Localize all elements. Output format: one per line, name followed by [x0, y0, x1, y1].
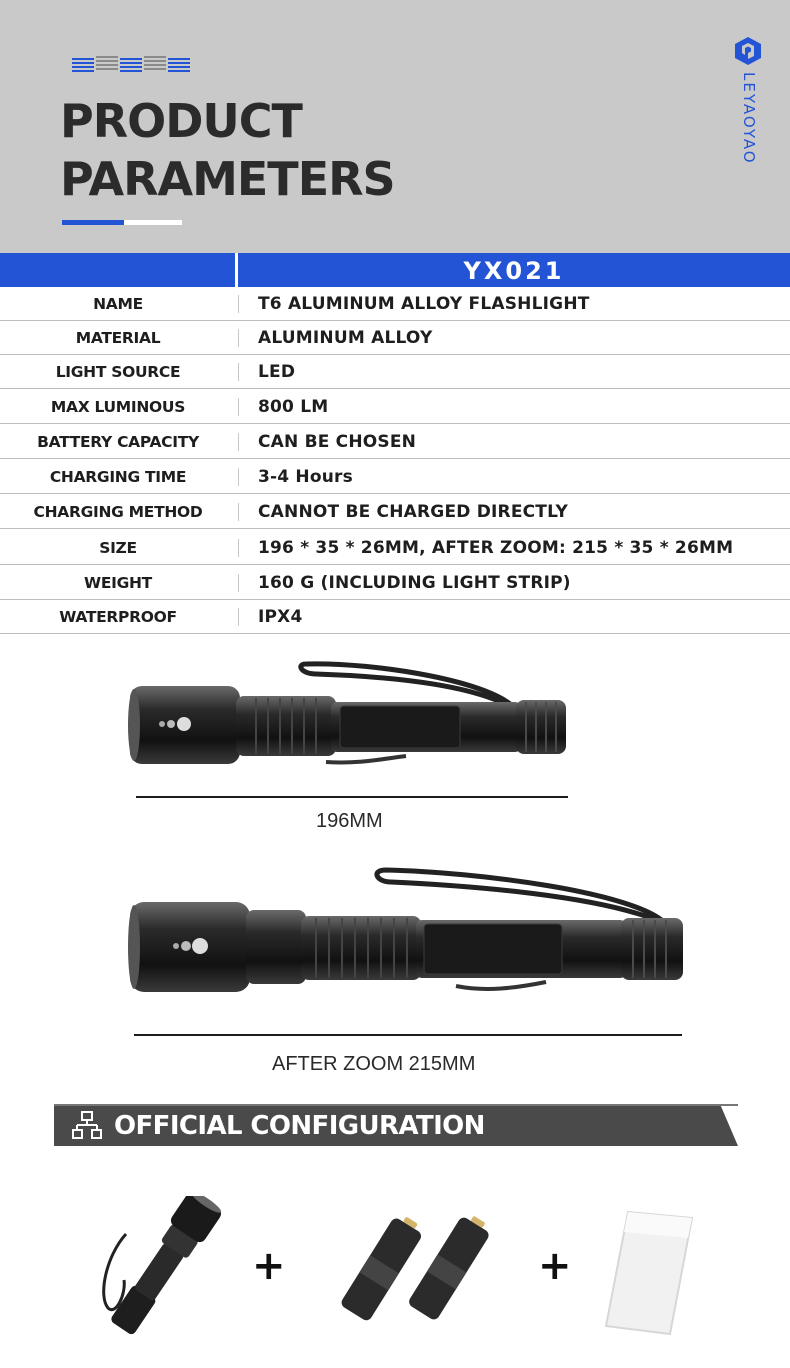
flashlight-image-long — [126, 862, 688, 1002]
spec-label: BATTERY CAPACITY — [37, 433, 199, 451]
spec-separator — [238, 363, 239, 381]
spec-label: MATERIAL — [75, 329, 161, 347]
spec-row — [0, 425, 790, 459]
decorative-lines-icon — [72, 56, 190, 74]
spec-separator — [238, 468, 239, 486]
title-line-1: PRODUCT — [60, 94, 302, 148]
header-section — [0, 0, 790, 253]
spec-row — [0, 495, 790, 529]
title-underline-white — [124, 220, 182, 225]
spec-value: 196 * 35 * 26MM, AFTER ZOOM: 215 * 35 * 26MM — [258, 538, 734, 558]
plus-sign: + — [538, 1243, 572, 1289]
spec-row — [0, 531, 790, 565]
spec-label: WATERPROOF — [59, 608, 177, 626]
title-line-2: PARAMETERS — [60, 152, 395, 206]
spec-separator — [238, 329, 239, 347]
spec-row — [0, 600, 790, 634]
dimension-label-short: 196MM — [316, 810, 383, 832]
spec-value: 800 LM — [258, 397, 329, 417]
spec-value: T6 ALUMINUM ALLOY FLASHLIGHT — [258, 294, 590, 314]
spec-separator — [238, 398, 239, 416]
spec-label: LIGHT SOURCE — [55, 363, 181, 381]
dimension-label-long: AFTER ZOOM 215MM — [272, 1053, 476, 1075]
config-item-box — [604, 1210, 694, 1336]
config-item-batteries — [336, 1212, 496, 1324]
flashlight-image-short — [126, 652, 572, 772]
spec-value: 3-4 Hours — [258, 467, 353, 487]
spec-separator — [238, 574, 239, 592]
spec-row — [0, 460, 790, 494]
page-title — [60, 92, 395, 208]
spec-row — [0, 566, 790, 600]
spec-value: 160 G (INCLUDING LIGHT STRIP) — [258, 573, 571, 593]
spec-label: CHARGING METHOD — [33, 503, 203, 521]
spec-separator — [238, 539, 239, 557]
spec-separator — [238, 608, 239, 626]
spec-value: IPX4 — [258, 607, 303, 627]
spec-separator — [238, 433, 239, 451]
leyaoyao-logo-icon — [733, 36, 763, 66]
spec-value: LED — [258, 362, 296, 382]
dimension-line-short — [136, 796, 568, 798]
spec-label: CHARGING TIME — [49, 468, 187, 486]
brand-name: LEYAOYAO — [740, 72, 758, 165]
spec-row — [0, 390, 790, 424]
spec-label: WEIGHT — [84, 574, 152, 592]
model-number: YX021 — [463, 257, 565, 285]
spec-value: CAN BE CHOSEN — [258, 432, 417, 452]
dimension-line-long — [134, 1034, 682, 1036]
plus-sign: + — [252, 1243, 286, 1289]
spec-label: SIZE — [99, 539, 137, 557]
spec-separator — [238, 295, 239, 313]
spec-label: NAME — [93, 295, 143, 313]
network-diagram-icon — [72, 1111, 102, 1139]
config-title: OFFICIAL CONFIGURATION — [114, 1111, 485, 1141]
spec-value: ALUMINUM ALLOY — [258, 328, 433, 348]
spec-row — [0, 287, 790, 321]
title-underline-blue — [62, 220, 124, 225]
spec-separator — [238, 503, 239, 521]
spec-row — [0, 355, 790, 389]
spec-value: CANNOT BE CHARGED DIRECTLY — [258, 502, 568, 522]
spec-label: MAX LUMINOUS — [50, 398, 186, 416]
config-item-flashlight — [98, 1196, 228, 1338]
spec-row — [0, 321, 790, 355]
